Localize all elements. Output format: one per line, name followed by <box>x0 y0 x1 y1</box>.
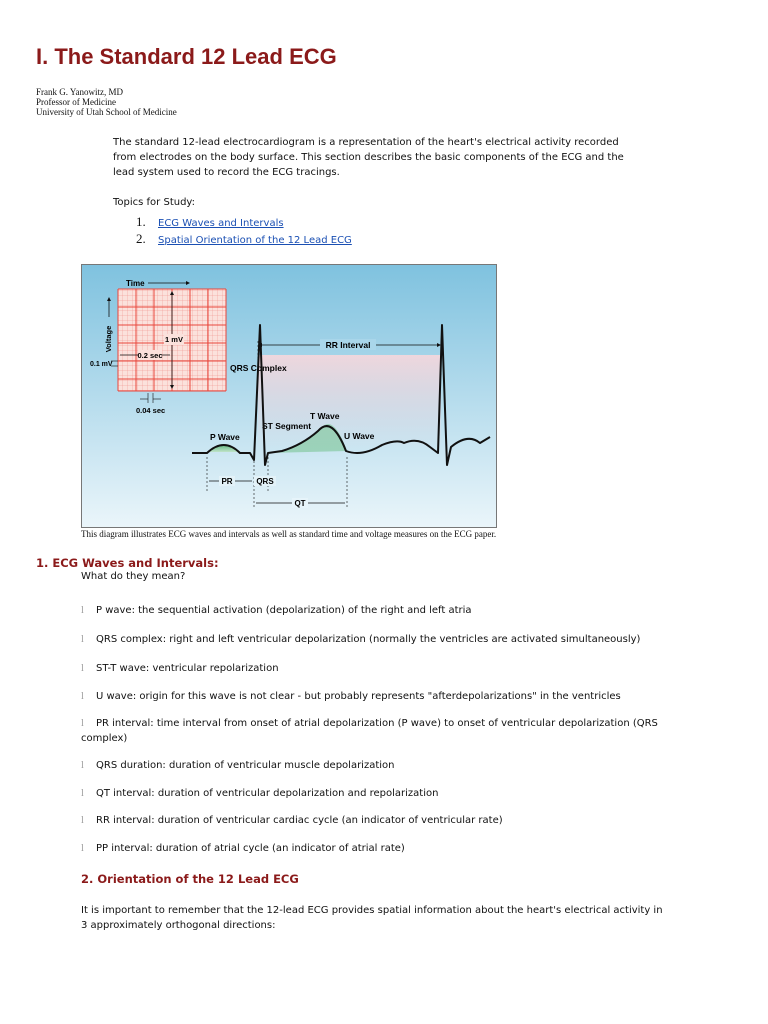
bullet-marker: l <box>81 718 84 729</box>
ecg-diagram-svg <box>82 265 496 527</box>
ecg-diagram <box>81 264 497 528</box>
bullet-text: PR interval: time interval from onset of atrial depolarization (P wave) to onset of ventricular depolarization (QRS complex) <box>81 718 658 744</box>
bullet-text: QRS complex: right and left ventricular depolarization (normally the ventricles are activated simultaneously) <box>96 634 641 645</box>
figure-caption: This diagram illustrates ECG waves and intervals as well as standard time and voltage measures on the ECG paper. <box>81 529 497 539</box>
bullet-marker: l <box>81 691 84 702</box>
topic-number: 1. <box>136 214 146 229</box>
u-wave-label: U Wave <box>344 431 375 441</box>
section2-paragraph: It is important to remember that the 12-lead ECG provides spatial information about the heart's electrical activity in 3 approximately orthogonal directions: <box>81 905 663 931</box>
list-item <box>81 661 681 676</box>
topic-number: 2. <box>136 231 146 246</box>
qrs-short-label: QRS <box>256 477 274 486</box>
list-item <box>81 603 681 618</box>
pr-label: PR <box>221 477 233 486</box>
bullet-text: QT interval: duration of ventricular depolarization and repolarization <box>96 788 439 799</box>
bullet-text: QRS duration: duration of ventricular muscle depolarization <box>96 760 395 771</box>
bullet-marker: l <box>81 634 84 645</box>
topic-link-ecg-waves[interactable]: ECG Waves and Intervals <box>158 218 284 229</box>
0-1-mv-label: 0.1 mV <box>90 361 113 368</box>
p-wave-label: P Wave <box>210 432 240 442</box>
bullet-text: PP interval: duration of atrial cycle (an indicator of atrial rate) <box>96 843 405 854</box>
author-block <box>36 87 177 117</box>
0-04-sec-label: 0.04 sec <box>136 406 166 415</box>
list-item <box>81 813 681 828</box>
page-title: I. The Standard 12 Lead ECG <box>36 44 337 69</box>
qrs-complex-label: QRS Complex <box>230 363 287 373</box>
0-2-sec-label: 0.2 sec <box>137 351 163 360</box>
1mv-label: 1 mV <box>165 335 183 344</box>
bullet-marker: l <box>81 605 84 616</box>
bullet-text: RR interval: duration of ventricular cardiac cycle (an indicator of ventricular rate) <box>96 815 503 826</box>
list-item <box>81 841 681 856</box>
list-item <box>81 758 681 773</box>
list-item <box>136 230 352 247</box>
intro-paragraph: The standard 12-lead electrocardiogram is a representation of the heart's electrical activity recorded from electrodes on the body surface. This section describes the basic components of the ECG and the lead system used to record the ECG tracings. <box>113 137 624 178</box>
st-segment-label: ST Segment <box>262 421 312 431</box>
bullet-marker: l <box>81 663 84 674</box>
bullet-text: ST-T wave: ventricular repolarization <box>96 663 279 674</box>
list-item <box>81 689 681 704</box>
voltage-label: Voltage <box>104 325 113 353</box>
rr-interval-label: RR Interval <box>325 340 371 350</box>
topic-link-spatial-orientation[interactable]: Spatial Orientation of the 12 Lead ECG <box>158 235 352 246</box>
topics-list <box>136 213 352 247</box>
list-item <box>136 213 352 230</box>
section1-subheading: What do they mean? <box>81 571 186 582</box>
section1-heading: 1. ECG Waves and Intervals: <box>36 556 219 570</box>
time-label: Time <box>126 279 145 288</box>
qt-label: QT <box>294 499 306 508</box>
bullet-marker: l <box>81 843 84 854</box>
t-wave-label: T Wave <box>310 411 340 421</box>
author-affiliation: University of Utah School of Medicine <box>36 107 177 117</box>
bullet-text: U wave: origin for this wave is not clear - but probably represents "afterdepolarizations" in the ventricles <box>96 691 621 702</box>
bullet-marker: l <box>81 815 84 826</box>
author-name: Frank G. Yanowitz, MD <box>36 87 124 97</box>
bullet-marker: l <box>81 760 84 771</box>
bullet-text: P wave: the sequential activation (depolarization) of the right and left atria <box>96 605 472 616</box>
topics-label: Topics for Study: <box>113 197 195 208</box>
list-item <box>81 632 681 647</box>
list-item <box>81 716 681 746</box>
section2-heading: 2. Orientation of the 12 Lead ECG <box>81 872 299 886</box>
bullet-marker: l <box>81 788 84 799</box>
author-position: Professor of Medicine <box>36 97 116 107</box>
list-item <box>81 786 681 801</box>
